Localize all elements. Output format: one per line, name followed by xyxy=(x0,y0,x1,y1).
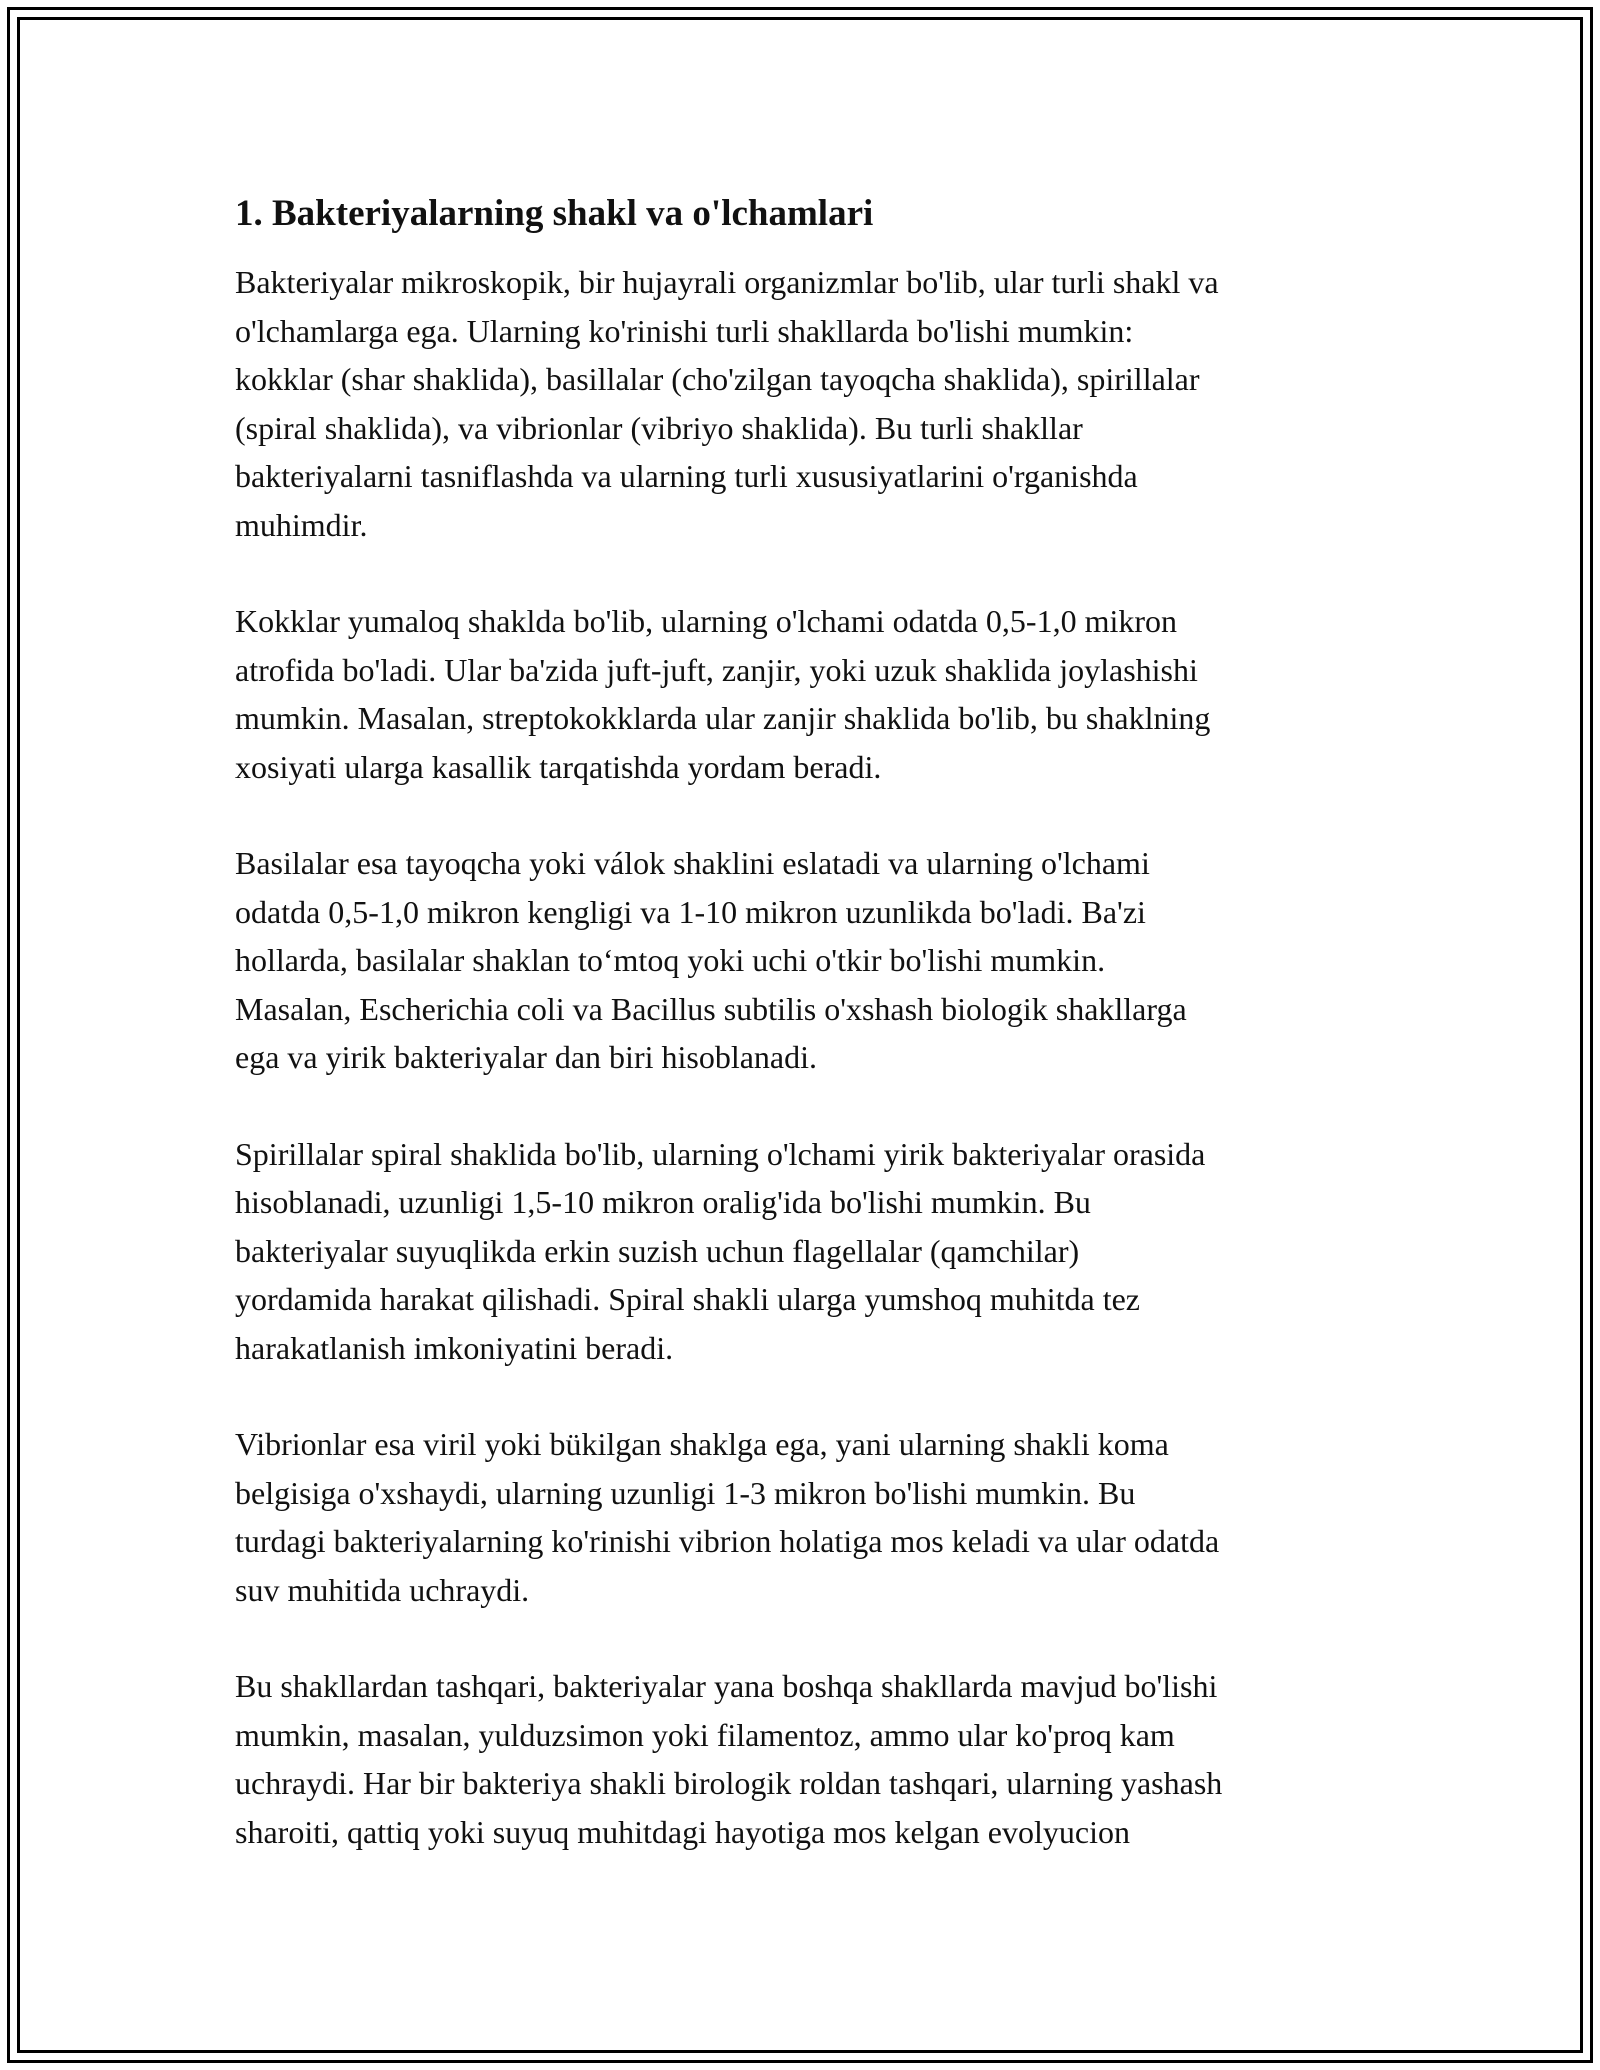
text-line: harakatlanish imkoniyatini beradi. xyxy=(235,1329,674,1366)
text-line: (spiral shaklida), va vibrionlar (vibriyo shaklida). Bu turli shakllar xyxy=(235,409,1083,446)
text-line: kokklar (shar shaklida), basillalar (cho'zilgan tayoqcha shaklida), spirillalar xyxy=(235,361,1200,397)
text-line: Kokklar yumaloq shaklda bo'lib, ularning o'lchami odatda 0,5-1,0 mikron xyxy=(235,603,1178,639)
text-line: mumkin. Masalan, streptokokklarda ular zanjir shaklida bo'lib, bu shaklning xyxy=(235,700,1211,736)
text-line: Vibrionlar esa viril yoki bükilgan shaklga ega, yani ularning shakli koma xyxy=(235,1426,1169,1462)
text-line: Bu shakllardan tashqari, bakteriyalar yana boshqa shakllarda mavjud bo'lishi xyxy=(235,1668,1218,1704)
text-line: mumkin, masalan, yulduzsimon yoki filamentoz, ammo ular ko'proq kam xyxy=(235,1716,1175,1753)
text-line: uchraydi. Har bir bakteriya shakli birologik roldan tashqari, ularning yashash xyxy=(235,1765,1223,1801)
text-line: Basilalar esa tayoqcha yoki válok shaklini eslatadi va ularning o'lchami xyxy=(235,845,1150,881)
section-title: 1. Bakteriyalarning shakl va o'lchamlari xyxy=(235,193,874,234)
text-line: Spirillalar spiral shaklida bo'lib, ularning o'lchami yirik bakteriyalar orasida xyxy=(235,1135,1206,1172)
text-line: suv muhitida uchraydi. xyxy=(235,1571,530,1608)
text-line: turdagi bakteriyalarning ko'rinishi vibrion holatiga mos keladi va ular odatda xyxy=(235,1523,1220,1559)
text-line: bakteriyalar suyuqlikda erkin suzish uchun flagellalar (qamchilar) xyxy=(235,1232,1080,1269)
text-line: belgisiga o'xshaydi, ularning uzunligi 1-3 mikron bo'lishi mumkin. Bu xyxy=(235,1474,1136,1511)
text-line: Bakteriyalar mikroskopik, bir hujayrali organizmlar bo'lib, ular turli shakl va xyxy=(235,264,1219,300)
text-line: odatda 0,5-1,0 mikron kengligi va 1-10 mikron uzunlikda bo'ladi. Ba'zi xyxy=(235,893,1146,930)
paragraph-other-shapes xyxy=(235,1662,1405,1856)
text-line: hisoblanadi, uzunligi 1,5-10 mikron oralig'ida bo'lishi mumkin. Bu xyxy=(235,1184,1091,1220)
paragraph-vibrios xyxy=(235,1420,1405,1614)
paragraph-spirilla xyxy=(235,1130,1405,1373)
paragraph-shapes-intro xyxy=(235,258,1405,549)
text-line: xosiyati ularga kasallik tarqatishda yordam beradi. xyxy=(235,748,882,785)
text-line: Masalan, Escherichia coli va Bacillus subtilis o'xshash biologik shakllarga xyxy=(235,990,1187,1027)
text-line: yordamida harakat qilishadi. Spiral shakli ularga yumshoq muhitda tez xyxy=(235,1281,1140,1317)
text-line: atrofida bo'ladi. Ular ba'zida juft-juft, zanjir, yoki uzuk shaklida joylashishi xyxy=(235,651,1198,688)
text-line: muhimdir. xyxy=(235,506,368,543)
paragraph-cocci xyxy=(235,597,1405,791)
paragraph-bacilli xyxy=(235,839,1405,1082)
text-line: o'lchamlarga ega. Ularning ko'rinishi turli shakllarda bo'lishi mumkin: xyxy=(235,312,1134,349)
text-line: hollarda, basilalar shaklan to‘mtoq yoki uchi o'tkir bo'lishi mumkin. xyxy=(235,942,1106,978)
text-line: sharoiti, qattiq yoki suyuq muhitdagi hayotiga mos kelgan evolyucion xyxy=(235,1813,1130,1850)
text-line: bakteriyalarni tasniflashda va ularning turli xususiyatlarini o'rganishda xyxy=(235,458,1138,494)
text-line: ega va yirik bakteriyalar dan biri hisoblanadi. xyxy=(235,1039,818,1075)
document-body xyxy=(235,186,1405,1904)
